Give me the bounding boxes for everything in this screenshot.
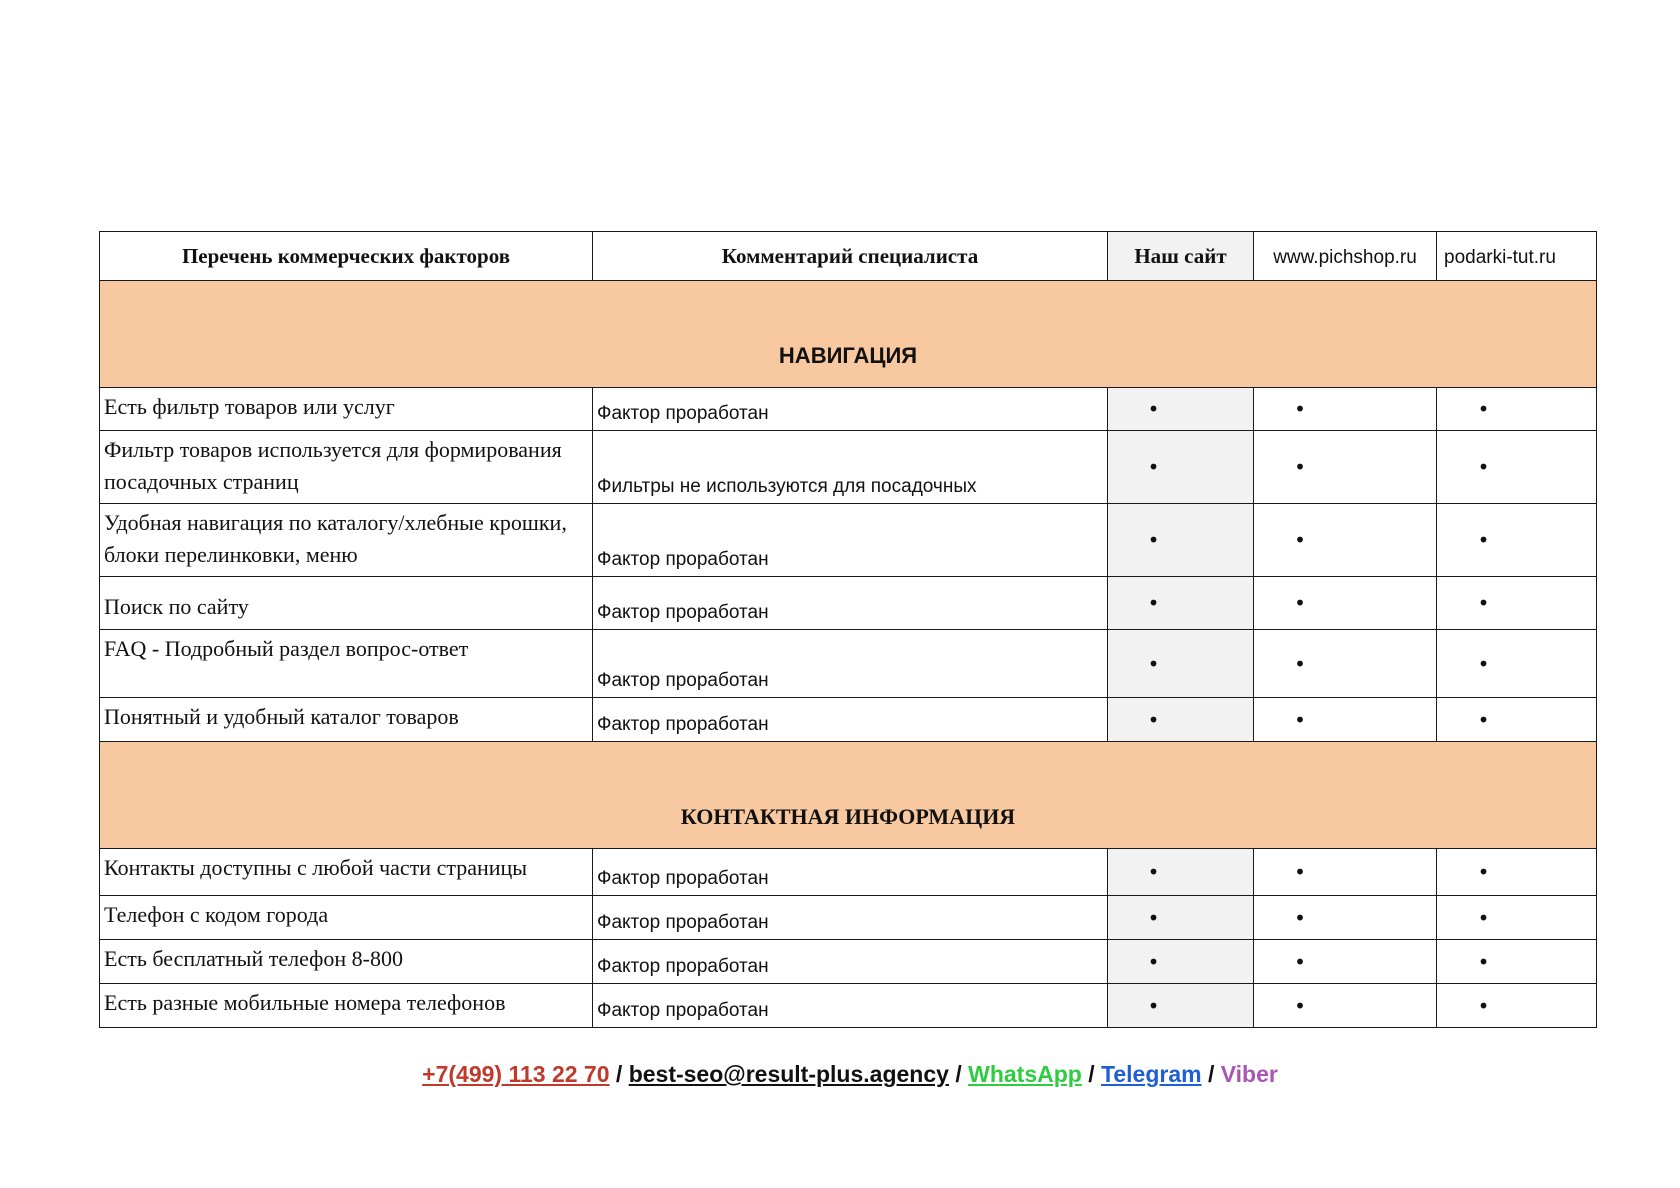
table-row	[100, 940, 1597, 984]
table-row	[100, 504, 1597, 577]
header-competitor-podarki: podarki-tut.ru	[1437, 232, 1597, 281]
comment-cell: Фактор проработан	[593, 630, 1108, 698]
our-site-mark: •	[1108, 388, 1254, 431]
comment-cell: Фактор проработан	[593, 984, 1108, 1028]
separator: /	[1088, 1061, 1095, 1087]
our-site-mark: •	[1108, 896, 1254, 940]
pichshop-mark: •	[1254, 698, 1437, 742]
table-row	[100, 388, 1597, 431]
pichshop-mark: •	[1254, 849, 1437, 896]
phone-link[interactable]: +7(499) 113 22 70	[422, 1061, 610, 1087]
factor-cell: Удобная навигация по каталогу/хлебные крошки, блоки перелинковки, меню	[100, 504, 593, 577]
podarki-mark: •	[1437, 388, 1597, 431]
podarki-mark: •	[1437, 984, 1597, 1028]
section-row-navigation	[100, 281, 1597, 388]
comment-cell: Фактор проработан	[593, 698, 1108, 742]
pichshop-mark: •	[1254, 504, 1437, 577]
factor-cell: Понятный и удобный каталог товаров	[100, 698, 593, 742]
pichshop-mark: •	[1254, 431, 1437, 504]
podarki-mark: •	[1437, 940, 1597, 984]
viber-link[interactable]: Viber	[1220, 1061, 1278, 1087]
factor-cell: Есть разные мобильные номера телефонов	[100, 984, 593, 1028]
podarki-mark: •	[1437, 896, 1597, 940]
section-title: КОНТАКТНАЯ ИНФОРМАЦИЯ	[100, 742, 1597, 849]
our-site-mark: •	[1108, 431, 1254, 504]
pichshop-mark: •	[1254, 630, 1437, 698]
contact-footer	[0, 1061, 1680, 1088]
table-row	[100, 984, 1597, 1028]
table-row	[100, 849, 1597, 896]
pichshop-mark: •	[1254, 896, 1437, 940]
section-title: НАВИГАЦИЯ	[100, 281, 1597, 388]
podarki-mark: •	[1437, 698, 1597, 742]
table-row	[100, 431, 1597, 504]
factor-cell: Есть фильтр товаров или услуг	[100, 388, 593, 431]
table-row	[100, 698, 1597, 742]
comment-cell: Фильтры не используются для посадочных	[593, 431, 1108, 504]
our-site-mark: •	[1108, 698, 1254, 742]
comment-cell: Фактор проработан	[593, 504, 1108, 577]
factor-cell: Контакты доступны с любой части страницы	[100, 849, 593, 896]
podarki-mark: •	[1437, 849, 1597, 896]
pichshop-mark: •	[1254, 984, 1437, 1028]
pichshop-mark: •	[1254, 577, 1437, 630]
pichshop-mark: •	[1254, 940, 1437, 984]
table-header-row	[100, 232, 1597, 281]
podarki-mark: •	[1437, 431, 1597, 504]
telegram-link[interactable]: Telegram	[1101, 1061, 1202, 1087]
factor-cell: FAQ - Подробный раздел вопрос-ответ	[100, 630, 593, 698]
comment-cell: Фактор проработан	[593, 388, 1108, 431]
email-link[interactable]: best-seo@result-plus.agency	[628, 1061, 949, 1087]
separator: /	[955, 1061, 962, 1087]
podarki-mark: •	[1437, 504, 1597, 577]
whatsapp-link[interactable]: WhatsApp	[968, 1061, 1082, 1087]
header-factors: Перечень коммерческих факторов	[100, 232, 593, 281]
commercial-factors-table-wrap	[99, 231, 1596, 1028]
our-site-mark: •	[1108, 577, 1254, 630]
separator: /	[1207, 1061, 1215, 1087]
comment-cell: Фактор проработан	[593, 849, 1108, 896]
header-comment: Комментарий специалиста	[593, 232, 1108, 281]
commercial-factors-table	[99, 231, 1597, 1028]
podarki-mark: •	[1437, 577, 1597, 630]
factor-cell: Фильтр товаров используется для формирования посадочных страниц	[100, 431, 593, 504]
our-site-mark: •	[1108, 504, 1254, 577]
our-site-mark: •	[1108, 630, 1254, 698]
table-row	[100, 896, 1597, 940]
our-site-mark: •	[1108, 984, 1254, 1028]
separator: /	[615, 1061, 623, 1087]
factor-cell: Поиск по сайту	[100, 577, 593, 630]
table-row	[100, 630, 1597, 698]
podarki-mark: •	[1437, 630, 1597, 698]
comment-cell: Фактор проработан	[593, 577, 1108, 630]
factor-cell: Телефон с кодом города	[100, 896, 593, 940]
pichshop-mark: •	[1254, 388, 1437, 431]
comment-cell: Фактор проработан	[593, 940, 1108, 984]
comment-cell: Фактор проработан	[593, 896, 1108, 940]
our-site-mark: •	[1108, 849, 1254, 896]
header-competitor-pichshop: www.pichshop.ru	[1254, 232, 1437, 281]
factor-cell: Есть бесплатный телефон 8-800	[100, 940, 593, 984]
our-site-mark: •	[1108, 940, 1254, 984]
section-row-contacts	[100, 742, 1597, 849]
header-our-site: Наш сайт	[1108, 232, 1254, 281]
table-row	[100, 577, 1597, 630]
